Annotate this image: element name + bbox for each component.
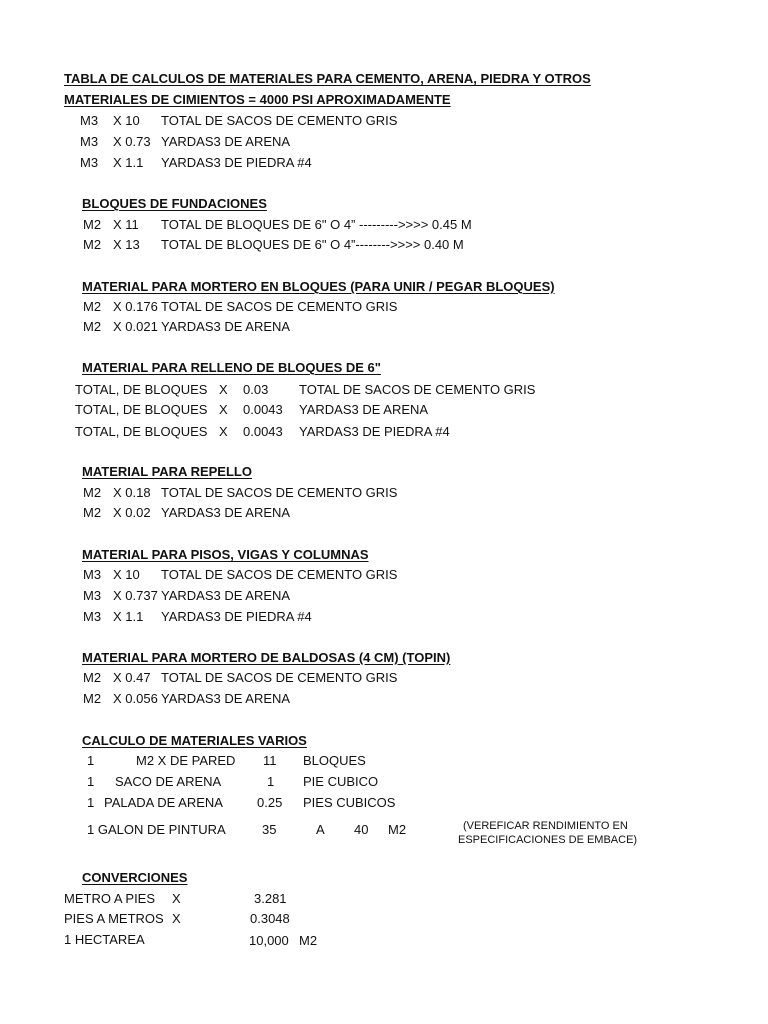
cimientos-heading: MATERIALES DE CIMIENTOS = 4000 PSI APROXIMADAMENTE [64,92,451,107]
bloques-factor: X 11 [113,217,139,232]
pisos-factor: X 1.1 [113,609,144,624]
repello-factor: X 0.02 [113,505,151,520]
conversion-label: METRO A PIES [64,891,156,906]
cimientos-unit: M3 [80,155,99,170]
varios-qty: 1 [87,753,95,768]
varios-heading: CALCULO DE MATERIALES VARIOS [82,733,307,748]
bloques-unit: M2 [83,217,102,232]
relleno-label: TOTAL, DE BLOQUES [75,402,208,417]
pintura-item: 1 GALON DE PINTURA [87,822,226,837]
varios-value: 1 [267,774,275,789]
repello-unit: M2 [83,485,102,500]
pisos-desc: TOTAL DE SACOS DE CEMENTO GRIS [161,567,398,582]
varios-qty: 1 [87,774,95,789]
varios-unit: PIE CUBICO [303,774,379,789]
relleno-factor: 0.0043 [243,402,283,417]
pintura-unit: M2 [388,822,407,837]
pisos-factor: X 10 [113,567,140,582]
relleno-heading: MATERIAL PARA RELLENO DE BLOQUES DE 6" [82,360,381,375]
relleno-factor: 0.03 [243,382,269,397]
conversion-x: X [172,891,181,906]
mortero-factor: X 0.176 [113,299,158,314]
conversion-unit: M2 [299,933,318,948]
cimientos-factor: X 0.73 [113,134,151,149]
conversion-value: 0.3048 [250,911,290,926]
mortero-desc: YARDAS3 DE ARENA [161,319,291,334]
main-title: TABLA DE CALCULOS DE MATERIALES PARA CEMENTO, ARENA, PIEDRA Y OTROS [64,71,591,86]
relleno-label: TOTAL, DE BLOQUES [75,382,208,397]
baldosas-unit: M2 [83,691,102,706]
conversion-label: 1 HECTAREA [64,932,145,947]
repello-desc: YARDAS3 DE ARENA [161,505,291,520]
conversion-label: PIES A METROS [64,911,164,926]
varios-item: SACO DE ARENA [115,774,222,789]
pintura-a: A [316,822,325,837]
cimientos-desc: TOTAL DE SACOS DE CEMENTO GRIS [161,113,398,128]
pisos-desc: YARDAS3 DE ARENA [161,588,291,603]
pisos-factor: X 0.737 [113,588,158,603]
pisos-unit: M3 [83,588,102,603]
bloques-heading: BLOQUES DE FUNDACIONES [82,196,267,211]
conversion-heading-clip [82,870,188,887]
repello-factor: X 0.18 [113,485,151,500]
cimientos-unit: M3 [80,134,99,149]
cimientos-desc: YARDAS3 DE PIEDRA #4 [161,155,312,170]
baldosas-factor: X 0.47 [113,670,151,685]
relleno-x: X [219,424,228,439]
varios-item: M2 X DE PARED [136,753,236,768]
pintura-from: 35 [262,822,277,837]
varios-unit: PIES CUBICOS [303,795,396,810]
repello-desc: TOTAL DE SACOS DE CEMENTO GRIS [161,485,398,500]
mortero-heading: MATERIAL PARA MORTERO EN BLOQUES (PARA UNIR / PEGAR BLOQUES) [82,279,555,294]
varios-value: 0.25 [257,795,283,810]
pintura-to: 40 [354,822,369,837]
pintura-note: (VEREFICAR RENDIMIENTO EN [463,820,628,832]
baldosas-heading: MATERIAL PARA MORTERO DE BALDOSAS (4 CM) (TOPIN) [82,650,451,665]
cimientos-factor: X 10 [113,113,140,128]
varios-value: 11 [263,753,277,768]
baldosas-desc: YARDAS3 DE ARENA [161,691,291,706]
varios-item: PALADA DE ARENA [104,795,223,810]
bloques-unit: M2 [83,237,102,252]
cimientos-factor: X 1.1 [113,155,144,170]
relleno-x: X [219,382,228,397]
conversion-x: X [172,911,181,926]
relleno-desc: YARDAS3 DE ARENA [299,402,429,417]
repello-heading: MATERIAL PARA REPELLO [82,464,252,479]
conversion-value: 10,000 [249,933,289,948]
bloques-desc: TOTAL DE BLOQUES DE 6" O 4”-------->>>> 0.40 M [161,237,464,252]
bloques-factor: X 13 [113,237,140,252]
varios-unit: BLOQUES [303,753,366,768]
conversion-heading: CONVERCIONES [82,870,188,885]
pintura-note: ESPECIFICACIONES DE EMBACE) [458,834,638,846]
relleno-desc: TOTAL DE SACOS DE CEMENTO GRIS [299,382,536,397]
relleno-factor: 0.0043 [243,424,283,439]
pisos-heading: MATERIAL PARA PISOS, VIGAS Y COLUMNAS [82,547,369,562]
relleno-desc: YARDAS3 DE PIEDRA #4 [299,424,450,439]
varios-qty: 1 [87,795,95,810]
conversion-value: 3.281 [254,891,287,906]
cimientos-unit: M3 [80,113,99,128]
bloques-desc: TOTAL DE BLOQUES DE 6" O 4” --------->>>> 0.45 M [161,217,472,232]
mortero-unit: M2 [83,299,102,314]
baldosas-factor: X 0.056 [113,691,158,706]
mortero-desc: TOTAL DE SACOS DE CEMENTO GRIS [161,299,398,314]
pisos-desc: YARDAS3 DE PIEDRA #4 [161,609,312,624]
pisos-unit: M3 [83,567,102,582]
baldosas-desc: TOTAL DE SACOS DE CEMENTO GRIS [161,670,398,685]
baldosas-unit: M2 [83,670,102,685]
repello-unit: M2 [83,505,102,520]
pisos-unit: M3 [83,609,102,624]
mortero-factor: X 0.021 [113,319,158,334]
relleno-x: X [219,402,228,417]
relleno-label: TOTAL, DE BLOQUES [75,424,208,439]
mortero-unit: M2 [83,319,102,334]
cimientos-desc: YARDAS3 DE ARENA [161,134,291,149]
